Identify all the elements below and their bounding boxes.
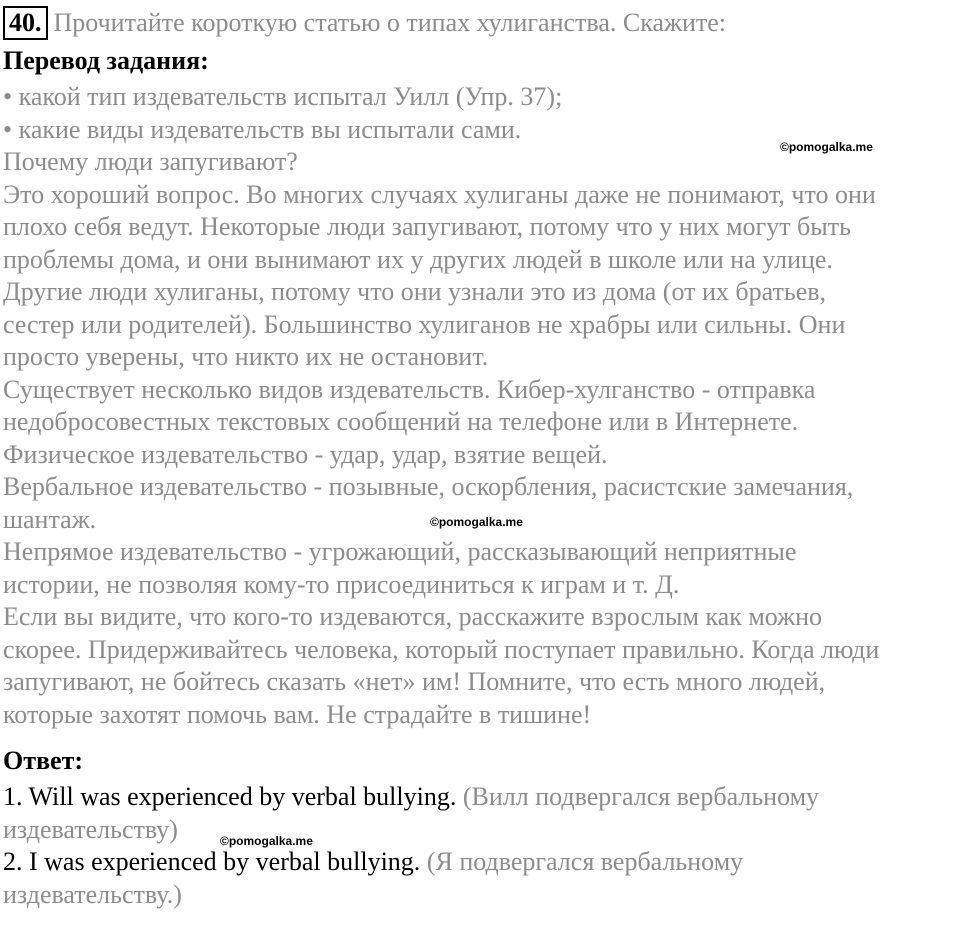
task-instruction: Прочитайте короткую статью о типах хулиганства. Скажите: (53, 8, 726, 38)
translation-line: которые захотят помочь вам. Не страдайте в тишине! (3, 699, 592, 729)
translation-heading: Перевод задания: (3, 46, 209, 75)
watermark: ©pomogalka.me (220, 834, 313, 848)
translation-line: Если вы видите, что кого-то издеваются, расскажите взрослым как можно (3, 602, 823, 631)
translation-line: Вербальное издевательство - позывные, оскорбления, расистские замечания, (3, 472, 854, 501)
translation-line: Другие люди хулиганы, потому что они узнали это из дома (от их братьев, (3, 277, 827, 306)
translation-line: скорее. Придерживайтесь человека, который поступает правильно. Когда люди (3, 634, 880, 664)
task-number: 40. (3, 6, 48, 40)
translation-line: недобросовестных текстовых сообщений на телефоне или в Интернете. (3, 407, 799, 436)
answer-russian: (Я подвергался вербальному (426, 847, 744, 876)
answer-russian: (Вилл подвергался вербальному (462, 782, 820, 811)
answer-english: 2. I was experienced by verbal bullying. (3, 847, 421, 876)
answer-item-continued: издевательству.) (3, 879, 182, 909)
translation-line: запугивают, не бойтесь сказать «нет» им! Помните, что есть много людей, (3, 667, 826, 696)
translation-text (3, 81, 958, 731)
translation-line: плохо себя ведут. Некоторые люди запугивают, потому что у них могут быть (3, 212, 851, 241)
translation-line: проблемы дома, и они вынимают их у других людей в школе или на улице. (3, 244, 833, 274)
translation-line: Физическое издевательство - удар, удар, взятие вещей. (3, 439, 608, 469)
translation-line: истории, не позволяя кому-то присоединиться к играм и т. Д. (3, 569, 680, 599)
task-header (3, 1, 958, 41)
answer-item (3, 781, 958, 814)
answer-list (3, 781, 958, 911)
answer-heading: Ответ: (3, 746, 84, 775)
watermark: ©pomogalka.me (780, 140, 873, 154)
translation-line: сестер или родителей). Большинство хулиганов не храбры или сильны. Они (3, 309, 846, 339)
translation-line: Непрямое издевательство - угрожающий, рассказывающий неприятные (3, 537, 797, 566)
answer-item (3, 846, 958, 879)
translation-line: Почему люди запугивают? (3, 147, 298, 176)
translation-line: просто уверены, что никто их не остановит. (3, 342, 489, 371)
answer-item-continued: издевательству) (3, 814, 178, 844)
translation-line: Это хороший вопрос. Во многих случаях хулиганы даже не понимают, что они (3, 179, 876, 209)
translation-line: • какие виды издевательств вы испытали сами. (3, 114, 522, 144)
watermark: ©pomogalka.me (430, 515, 523, 529)
translation-line: шантаж. (3, 504, 97, 534)
translation-line: Существует несколько видов издевательств. Кибер-хулганство - отправка (3, 374, 816, 404)
document-page (3, 1, 958, 911)
translation-line: • какой тип издевательств испытал Уилл (Упр. 37); (3, 82, 563, 111)
answer-english: 1. Will was experienced by verbal bullying. (3, 782, 457, 811)
